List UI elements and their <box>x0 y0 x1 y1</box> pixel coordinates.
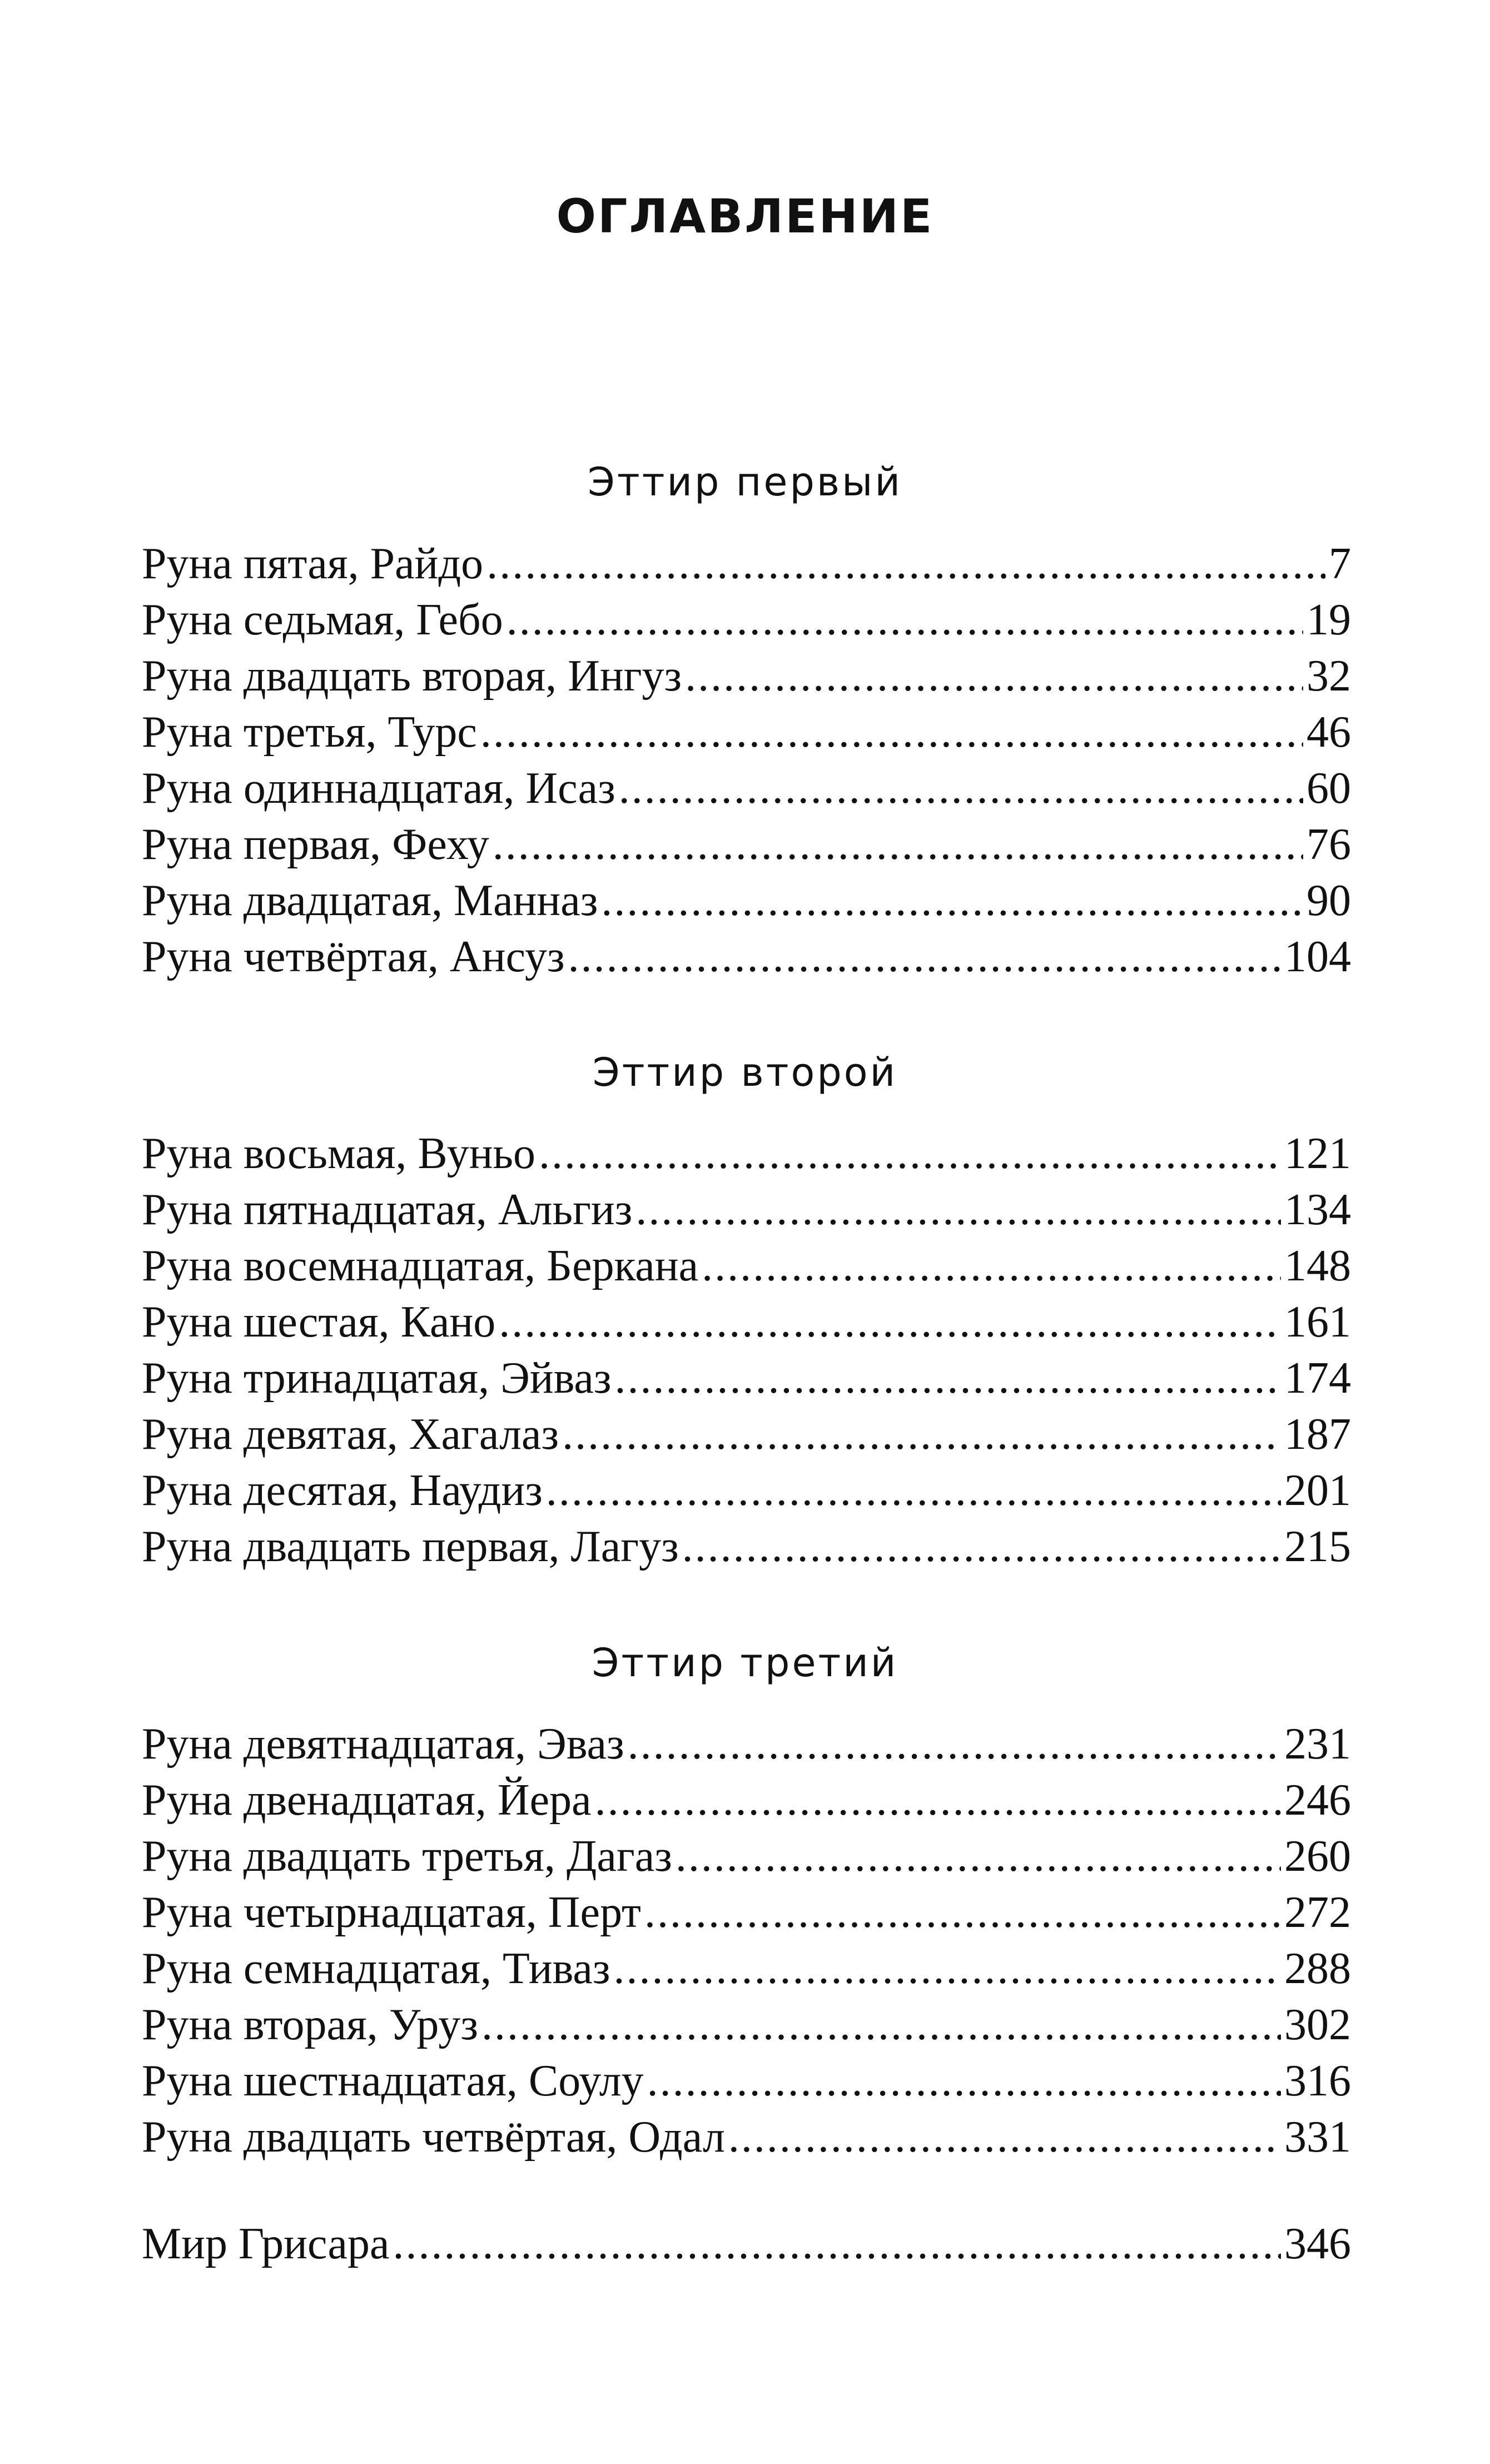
toc-entry[interactable] <box>142 1350 1351 1407</box>
toc-entry[interactable] <box>142 1772 1351 1829</box>
toc-list-final <box>142 2216 1351 2272</box>
entry-page-number: 316 <box>1284 2056 1351 2105</box>
entry-page-number: 331 <box>1284 2113 1351 2162</box>
entry-page-number: 32 <box>1307 652 1351 701</box>
toc-entry[interactable] <box>142 1182 1351 1238</box>
entry-page-number: 46 <box>1307 708 1351 757</box>
entry-page-number: 272 <box>1284 1888 1351 1937</box>
entry-page-number: 19 <box>1307 595 1351 644</box>
toc-entry[interactable] <box>142 592 1351 648</box>
entry-page-number: 7 <box>1329 539 1351 588</box>
entry-title: Руна девятнадцатая, Эваз <box>142 1720 624 1768</box>
toc-entry[interactable] <box>142 2053 1351 2109</box>
toc-entry[interactable] <box>142 1829 1351 1885</box>
entry-page-number: 161 <box>1284 1298 1351 1347</box>
dot-leader <box>682 1519 1281 1575</box>
entry-title: Руна десятая, Наудиз <box>142 1466 543 1515</box>
entry-page-number: 90 <box>1307 876 1351 925</box>
entry-title: Руна двадцать четвёртая, Одал <box>142 2113 725 2162</box>
entry-page-number: 260 <box>1284 1832 1351 1881</box>
toc-entry[interactable] <box>142 761 1351 817</box>
entry-page-number: 60 <box>1307 764 1351 813</box>
toc-entry[interactable] <box>142 1941 1351 1997</box>
entry-title: Руна восьмая, Вуньо <box>142 1129 536 1178</box>
toc-entry[interactable] <box>142 1294 1351 1350</box>
entry-title: Руна первая, Феху <box>142 820 489 869</box>
entry-title: Руна двадцать первая, Лагуз <box>142 1522 679 1571</box>
entry-page-number: 121 <box>1284 1129 1351 1178</box>
entry-page-number: 76 <box>1307 820 1351 869</box>
toc-list-ettir-1 <box>142 536 1351 985</box>
entry-page-number: 246 <box>1284 1776 1351 1825</box>
dot-leader <box>628 1716 1281 1772</box>
entry-title: Руна шестая, Кано <box>142 1298 496 1347</box>
section-heading-ettir-3: Эттир третий <box>592 1640 898 1686</box>
dot-leader <box>635 1182 1281 1238</box>
dot-leader <box>601 873 1303 929</box>
entry-title: Руна семнадцатая, Тиваз <box>142 1944 610 1993</box>
dot-leader <box>393 2216 1281 2272</box>
dot-leader <box>619 761 1303 817</box>
entry-title: Руна двенадцатая, Йера <box>142 1776 592 1825</box>
section-heading-ettir-1: Эттир первый <box>588 459 902 505</box>
dot-leader <box>613 1941 1281 1997</box>
entry-title: Руна тринадцатая, Эйваз <box>142 1354 612 1403</box>
dot-leader <box>486 536 1325 592</box>
toc-entry[interactable] <box>142 2109 1351 2165</box>
toc-entry[interactable] <box>142 929 1351 985</box>
page-title: ОГЛАВЛЕНИЕ <box>556 189 934 244</box>
dot-leader <box>595 1772 1281 1829</box>
toc-entry[interactable] <box>142 817 1351 873</box>
dot-leader <box>506 592 1303 648</box>
dot-leader <box>480 704 1303 761</box>
dot-leader <box>562 1407 1281 1463</box>
dot-leader <box>728 2109 1281 2165</box>
entry-title: Мир Грисара <box>142 2219 390 2268</box>
entry-title: Руна третья, Турс <box>142 708 477 757</box>
entry-page-number: 288 <box>1284 1944 1351 1993</box>
toc-entry[interactable] <box>142 1407 1351 1463</box>
toc-entry[interactable] <box>142 1519 1351 1575</box>
dot-leader <box>539 1126 1281 1182</box>
entry-page-number: 215 <box>1284 1522 1351 1571</box>
entry-title: Руна двадцатая, Манназ <box>142 876 598 925</box>
dot-leader <box>499 1294 1281 1350</box>
toc-entry[interactable] <box>142 704 1351 761</box>
entry-title: Руна вторая, Уруз <box>142 2000 478 2049</box>
section-heading-ettir-2: Эттир второй <box>592 1050 898 1095</box>
toc-entry[interactable] <box>142 1463 1351 1519</box>
entry-page-number: 231 <box>1284 1720 1351 1768</box>
entry-title: Руна седьмая, Гебо <box>142 595 503 644</box>
toc-list-ettir-2 <box>142 1126 1351 1575</box>
entry-page-number: 134 <box>1284 1185 1351 1234</box>
dot-leader <box>685 648 1303 704</box>
toc-entry[interactable] <box>142 1997 1351 2053</box>
toc-entry[interactable] <box>142 1126 1351 1182</box>
entry-page-number: 187 <box>1284 1410 1351 1459</box>
entry-title: Руна двадцать вторая, Ингуз <box>142 652 682 701</box>
dot-leader <box>615 1350 1281 1407</box>
toc-entry[interactable] <box>142 1238 1351 1294</box>
dot-leader <box>568 929 1281 985</box>
dot-leader <box>647 2053 1281 2109</box>
entry-page-number: 201 <box>1284 1466 1351 1515</box>
entry-title: Руна одиннадцатая, Исаз <box>142 764 615 813</box>
toc-entry[interactable] <box>142 873 1351 929</box>
entry-page-number: 148 <box>1284 1241 1351 1290</box>
toc-entry[interactable] <box>142 536 1351 592</box>
entry-title: Руна пятая, Райдо <box>142 539 484 588</box>
entry-title: Руна четырнадцатая, Перт <box>142 1888 641 1937</box>
entry-page-number: 346 <box>1284 2219 1351 2268</box>
entry-title: Руна четвёртая, Ансуз <box>142 932 565 981</box>
entry-page-number: 104 <box>1284 932 1351 981</box>
entry-page-number: 174 <box>1284 1354 1351 1403</box>
toc-entry[interactable] <box>142 648 1351 704</box>
toc-entry[interactable] <box>142 1885 1351 1941</box>
dot-leader <box>702 1238 1281 1294</box>
dot-leader <box>676 1829 1281 1885</box>
entry-title: Руна шестнадцатая, Соулу <box>142 2056 644 2105</box>
entry-title: Руна двадцать третья, Дагаз <box>142 1832 672 1881</box>
dot-leader <box>481 1997 1281 2053</box>
entry-page-number: 302 <box>1284 2000 1351 2049</box>
toc-entry-mir-grisara[interactable] <box>142 2216 1351 2272</box>
toc-entry[interactable] <box>142 1716 1351 1772</box>
entry-title: Руна девятая, Хагалаз <box>142 1410 559 1459</box>
dot-leader <box>546 1463 1281 1519</box>
entry-title: Руна пятнадцатая, Альгиз <box>142 1185 633 1234</box>
entry-title: Руна восемнадцатая, Беркана <box>142 1241 699 1290</box>
dot-leader <box>644 1885 1281 1941</box>
toc-list-ettir-3 <box>142 1716 1351 2165</box>
dot-leader <box>493 817 1303 873</box>
